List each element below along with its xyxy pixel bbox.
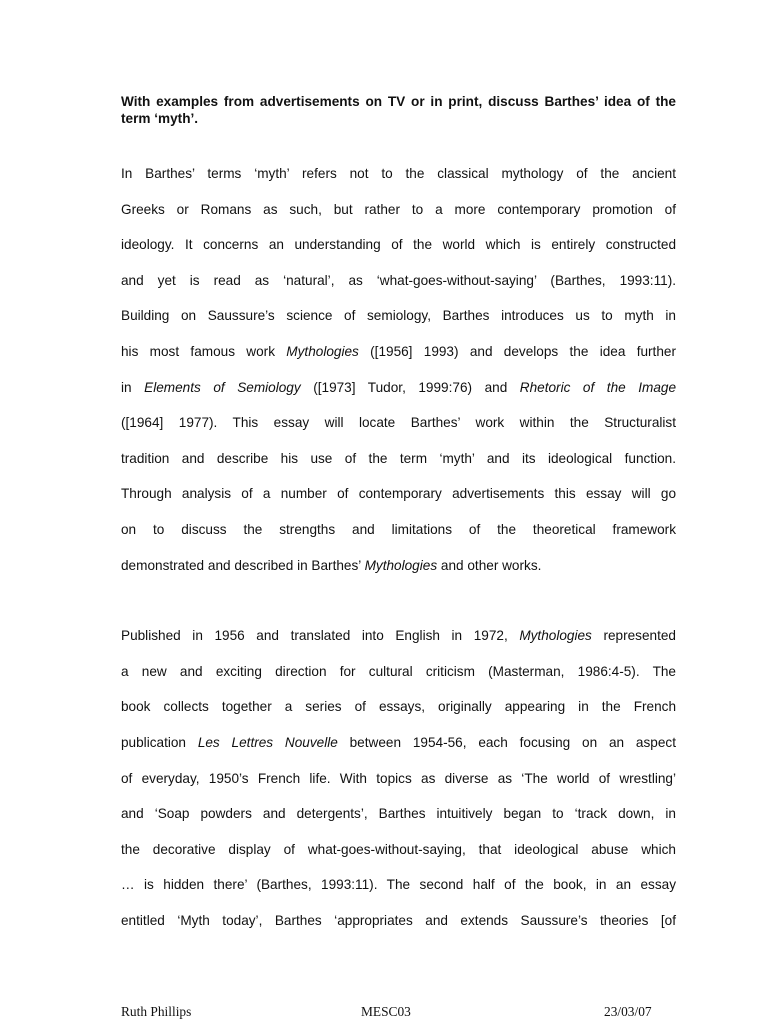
publication-title: Les Lettres Nouvelle <box>197 734 338 750</box>
paragraph-2-line: book collects together a series of essays, originally appearing in the French <box>121 699 676 715</box>
text-run: and other works. <box>437 557 542 573</box>
text-run: in <box>121 379 145 395</box>
footer-author: Ruth Phillips <box>121 1004 192 1019</box>
paragraph-1-line <box>121 334 676 370</box>
book-title: Mythologies <box>364 557 438 573</box>
book-title: Mythologies <box>519 628 592 644</box>
text-run: between 1954-56, each focusing on an aspect <box>337 734 676 750</box>
paragraph-2-line: … is hidden there’ (Barthes, 1993:11). The second half of the book, in an essay <box>121 877 676 893</box>
text-run: ([1956] 1993) and develops the idea further <box>358 343 676 359</box>
paragraph-2-line: a new and exciting direction for cultural criticism (Masterman, 1986:4-5). The <box>121 663 676 679</box>
paragraph-2-line: of everyday, 1950’s French life. With topics as diverse as ‘The world of wrestling’ <box>121 770 676 786</box>
text-run: represented <box>591 628 676 644</box>
text-run: Published in 1956 and translated into English in 1972, <box>121 628 520 644</box>
paragraph-1-line: In Barthes’ terms ‘myth’ refers not to the classical mythology of the ancient <box>121 166 676 181</box>
book-title: Elements of Semiology <box>144 379 301 395</box>
page-footer <box>0 1004 768 1024</box>
paragraph-1-line <box>121 370 676 406</box>
text-run: publication <box>121 734 198 750</box>
paragraph-2-line <box>121 618 676 654</box>
paragraph-2-line: entitled ‘Myth today’, Barthes ‘appropriates and extends Saussure’s theories [of <box>121 912 676 928</box>
paragraph-1-line: Through analysis of a number of contemporary advertisements this essay will go <box>121 486 676 502</box>
paragraph-2-line <box>121 725 676 761</box>
paragraph-1 <box>121 156 676 583</box>
paragraph-2-line: the decorative display of what-goes-without-saying, that ideological abuse which <box>121 841 676 857</box>
document-body <box>121 93 676 938</box>
paragraph-1-line: and yet is read as ‘natural’, as ‘what-goes-without-saying’ (Barthes, 1993:11). <box>121 272 676 288</box>
essay-question-heading: With examples from advertisements on TV or in print, discuss Barthes’ idea of the term ‘myth’. <box>121 94 676 126</box>
paragraph-1-line: ideology. It concerns an understanding of the world which is entirely constructed <box>121 237 676 253</box>
paragraph-1-line: Greeks or Romans as such, but rather to a more contemporary promotion of <box>121 201 676 217</box>
text-run: demonstrated and described in Barthes’ <box>121 557 365 573</box>
paragraph-1-line: tradition and describe his use of the term ‘myth’ and its ideological function. <box>121 450 676 466</box>
paragraph-2-line: and ‘Soap powders and detergents’, Barthes intuitively began to ‘track down, in <box>121 806 676 822</box>
text-run: ([1973] Tudor, 1999:76) and <box>300 379 520 395</box>
paragraph-1-line: on to discuss the strengths and limitations of the theoretical framework <box>121 521 676 537</box>
book-title: Rhetoric of the Image <box>519 379 677 395</box>
text-run: his most famous work <box>121 343 287 359</box>
book-title: Mythologies <box>286 343 359 359</box>
paragraph-2 <box>121 618 676 938</box>
paragraph-1-line: Building on Saussure’s science of semiology, Barthes introduces us to myth in <box>121 308 676 324</box>
paragraph-1-line: ([1964] 1977). This essay will locate Barthes’ work within the Structuralist <box>121 415 676 431</box>
paragraph-1-line <box>121 548 676 584</box>
footer-date: 23/03/07 <box>604 1004 652 1019</box>
footer-course-code: MESC03 <box>361 1004 411 1019</box>
